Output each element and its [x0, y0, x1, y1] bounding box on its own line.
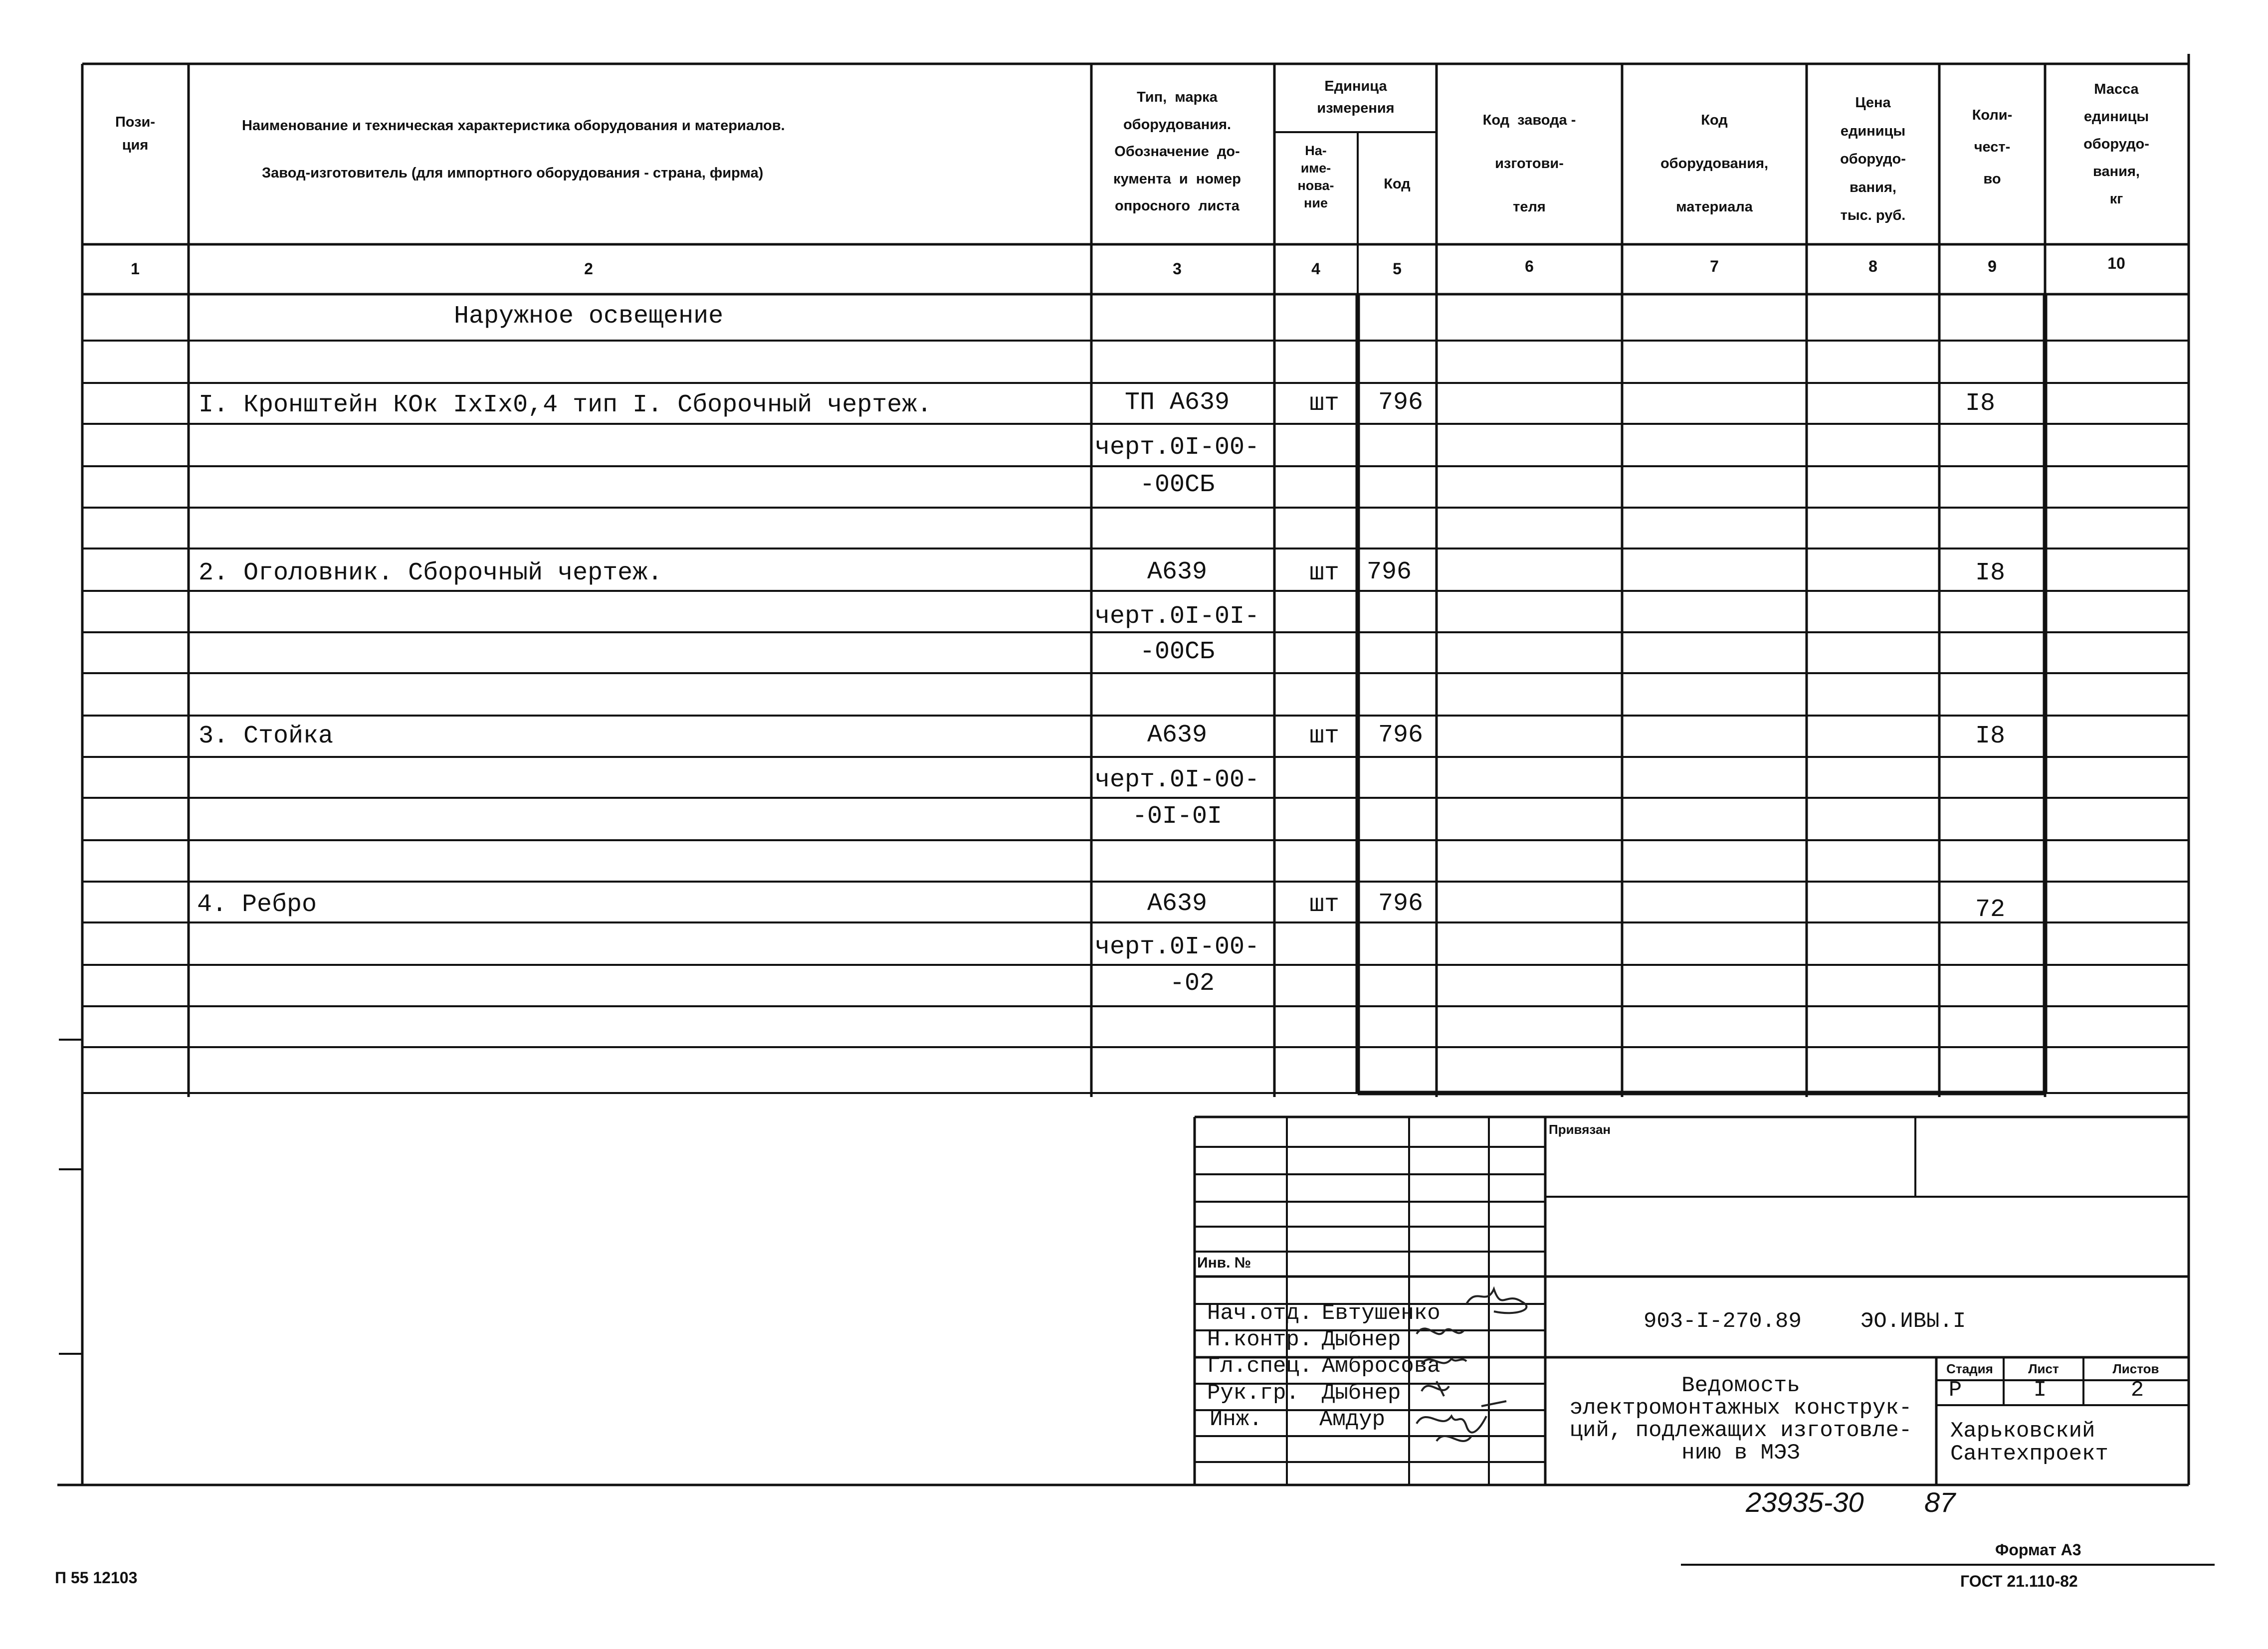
column-number-10: 10 — [2107, 254, 2125, 272]
signer-role: Гл.спец. — [1207, 1354, 1313, 1379]
column-number-7: 7 — [1710, 257, 1719, 275]
signer-role: Рук.гр. — [1207, 1381, 1299, 1406]
signer-name: Амбросова — [1322, 1354, 1441, 1379]
sheet-value: I — [2033, 1378, 2047, 1403]
item-drawing: черт.0I-00- — [1094, 433, 1260, 462]
column-number-8: 8 — [1868, 257, 1877, 275]
item-drawing-suffix: -02 — [1169, 969, 1215, 998]
header-manufacturer-code: Код завода - изготови- теля — [1482, 112, 1576, 215]
sheets-label: Листов — [2112, 1361, 2159, 1376]
signer-name: Дыбнер — [1322, 1381, 1401, 1406]
item-type: ТП А639 — [1124, 388, 1230, 417]
item-unit: шт — [1309, 559, 1340, 587]
item-drawing-suffix: -00СБ — [1139, 638, 1215, 666]
print-code: П 55 12103 — [55, 1569, 138, 1587]
format-label: Формат А3 — [1995, 1541, 2081, 1559]
item-name: 3. Стойка — [199, 722, 334, 750]
column-number-9: 9 — [1988, 257, 1997, 275]
item-quantity: I8 — [1975, 559, 2006, 587]
item-drawing-suffix: -00СБ — [1139, 471, 1215, 499]
header-unit-name: На- име- нова- ние — [1297, 143, 1334, 211]
signer-name: Дыбнер — [1322, 1327, 1401, 1352]
item-drawing: черт.0I-00- — [1094, 933, 1260, 961]
signer-name: Амдур — [1319, 1407, 1386, 1432]
column-number-1: 1 — [131, 260, 140, 278]
header-price: Цена единицы оборудо- вания, тыс. руб. — [1840, 95, 1906, 224]
signer-role: Н.контр. — [1207, 1327, 1313, 1352]
signer-role: Инж. — [1210, 1407, 1262, 1432]
column-number-5: 5 — [1393, 260, 1402, 278]
item-type: А639 — [1147, 558, 1208, 586]
header-type: Тип, марка оборудования. Обозначение до- кумента и номер опросного листа — [1113, 89, 1241, 214]
inventory-number-label: Инв. № — [1197, 1255, 1251, 1271]
stage-label: Стадия — [1946, 1361, 1993, 1376]
item-type: А639 — [1147, 721, 1208, 749]
header-unit-code: Код — [1384, 176, 1411, 192]
item-name: I. Кронштейн КОк IxIx0,4 тип I. Сборочный чертеж. — [199, 391, 932, 419]
header-name-line2: Завод-изготовитель (для импортного оборудования - страна, фирма) — [262, 165, 764, 181]
handwritten-archive-number: 23935-30 — [1746, 1486, 1864, 1518]
organization-line1: Харьковский — [1950, 1419, 2095, 1444]
header-equipment-code: Код оборудования, материала — [1660, 112, 1769, 215]
item-quantity: I8 — [1965, 389, 1996, 418]
signatures — [1407, 1277, 1551, 1461]
item-unit-code: 796 — [1378, 388, 1424, 417]
document-title-line3: ций, подлежащих изготовле- — [1569, 1418, 1912, 1443]
organization-line2: Сантехпроект — [1950, 1442, 2108, 1466]
header-position: Пози- ция — [115, 114, 156, 154]
document-title-line2: электромонтажных конструк- — [1569, 1396, 1912, 1421]
header-mass: Масса единицы оборудо- вания, кг — [2083, 81, 2149, 207]
item-unit: шт — [1309, 389, 1340, 418]
sheets-value: 2 — [2130, 1378, 2144, 1403]
stage-value: Р — [1948, 1378, 1962, 1403]
item-drawing: черт.0I-0I- — [1094, 602, 1260, 631]
item-type: А639 — [1147, 890, 1208, 918]
column-number-3: 3 — [1173, 260, 1182, 278]
item-drawing: черт.0I-00- — [1094, 766, 1260, 794]
header-name-line1: Наименование и техническая характеристика оборудования и материалов. — [242, 118, 785, 134]
item-drawing-suffix: -0I-0I — [1132, 802, 1223, 831]
designation-code: 903-I-270.89 — [1644, 1309, 1802, 1334]
item-unit: шт — [1309, 722, 1340, 750]
document-title-line4: нию в МЭЗ — [1681, 1441, 1800, 1466]
item-unit-code: 796 — [1378, 890, 1424, 918]
header-quantity: Коли- чест- во — [1972, 107, 2013, 187]
item-quantity: I8 — [1975, 722, 2006, 750]
privyazan-label: Привязан — [1549, 1122, 1611, 1137]
item-name: 4. Ребро — [197, 891, 317, 919]
item-name: 2. Оголовник. Сборочный чертеж. — [199, 559, 663, 587]
signer-role: Нач.отд. — [1207, 1301, 1313, 1326]
document-title-line1: Ведомость — [1681, 1373, 1800, 1398]
designation-suffix: ЭО.ИВЫ.I — [1860, 1309, 1966, 1334]
column-number-6: 6 — [1525, 257, 1534, 275]
item-unit: шт — [1309, 891, 1340, 919]
sheet-label: Лист — [2028, 1361, 2059, 1376]
item-unit-code: 796 — [1366, 558, 1412, 586]
signer-name: Евтушенко — [1322, 1301, 1441, 1326]
gost-label: ГОСТ 21.110-82 — [1960, 1572, 2078, 1590]
column-number-4: 4 — [1311, 260, 1320, 278]
item-quantity: 72 — [1975, 896, 2006, 924]
column-number-2: 2 — [584, 260, 593, 278]
item-unit-code: 796 — [1378, 721, 1424, 749]
handwritten-page-number: 87 — [1924, 1486, 1956, 1518]
section-title: Наружное освещение — [454, 302, 724, 331]
header-unit: Единица измерения — [1317, 78, 1395, 116]
